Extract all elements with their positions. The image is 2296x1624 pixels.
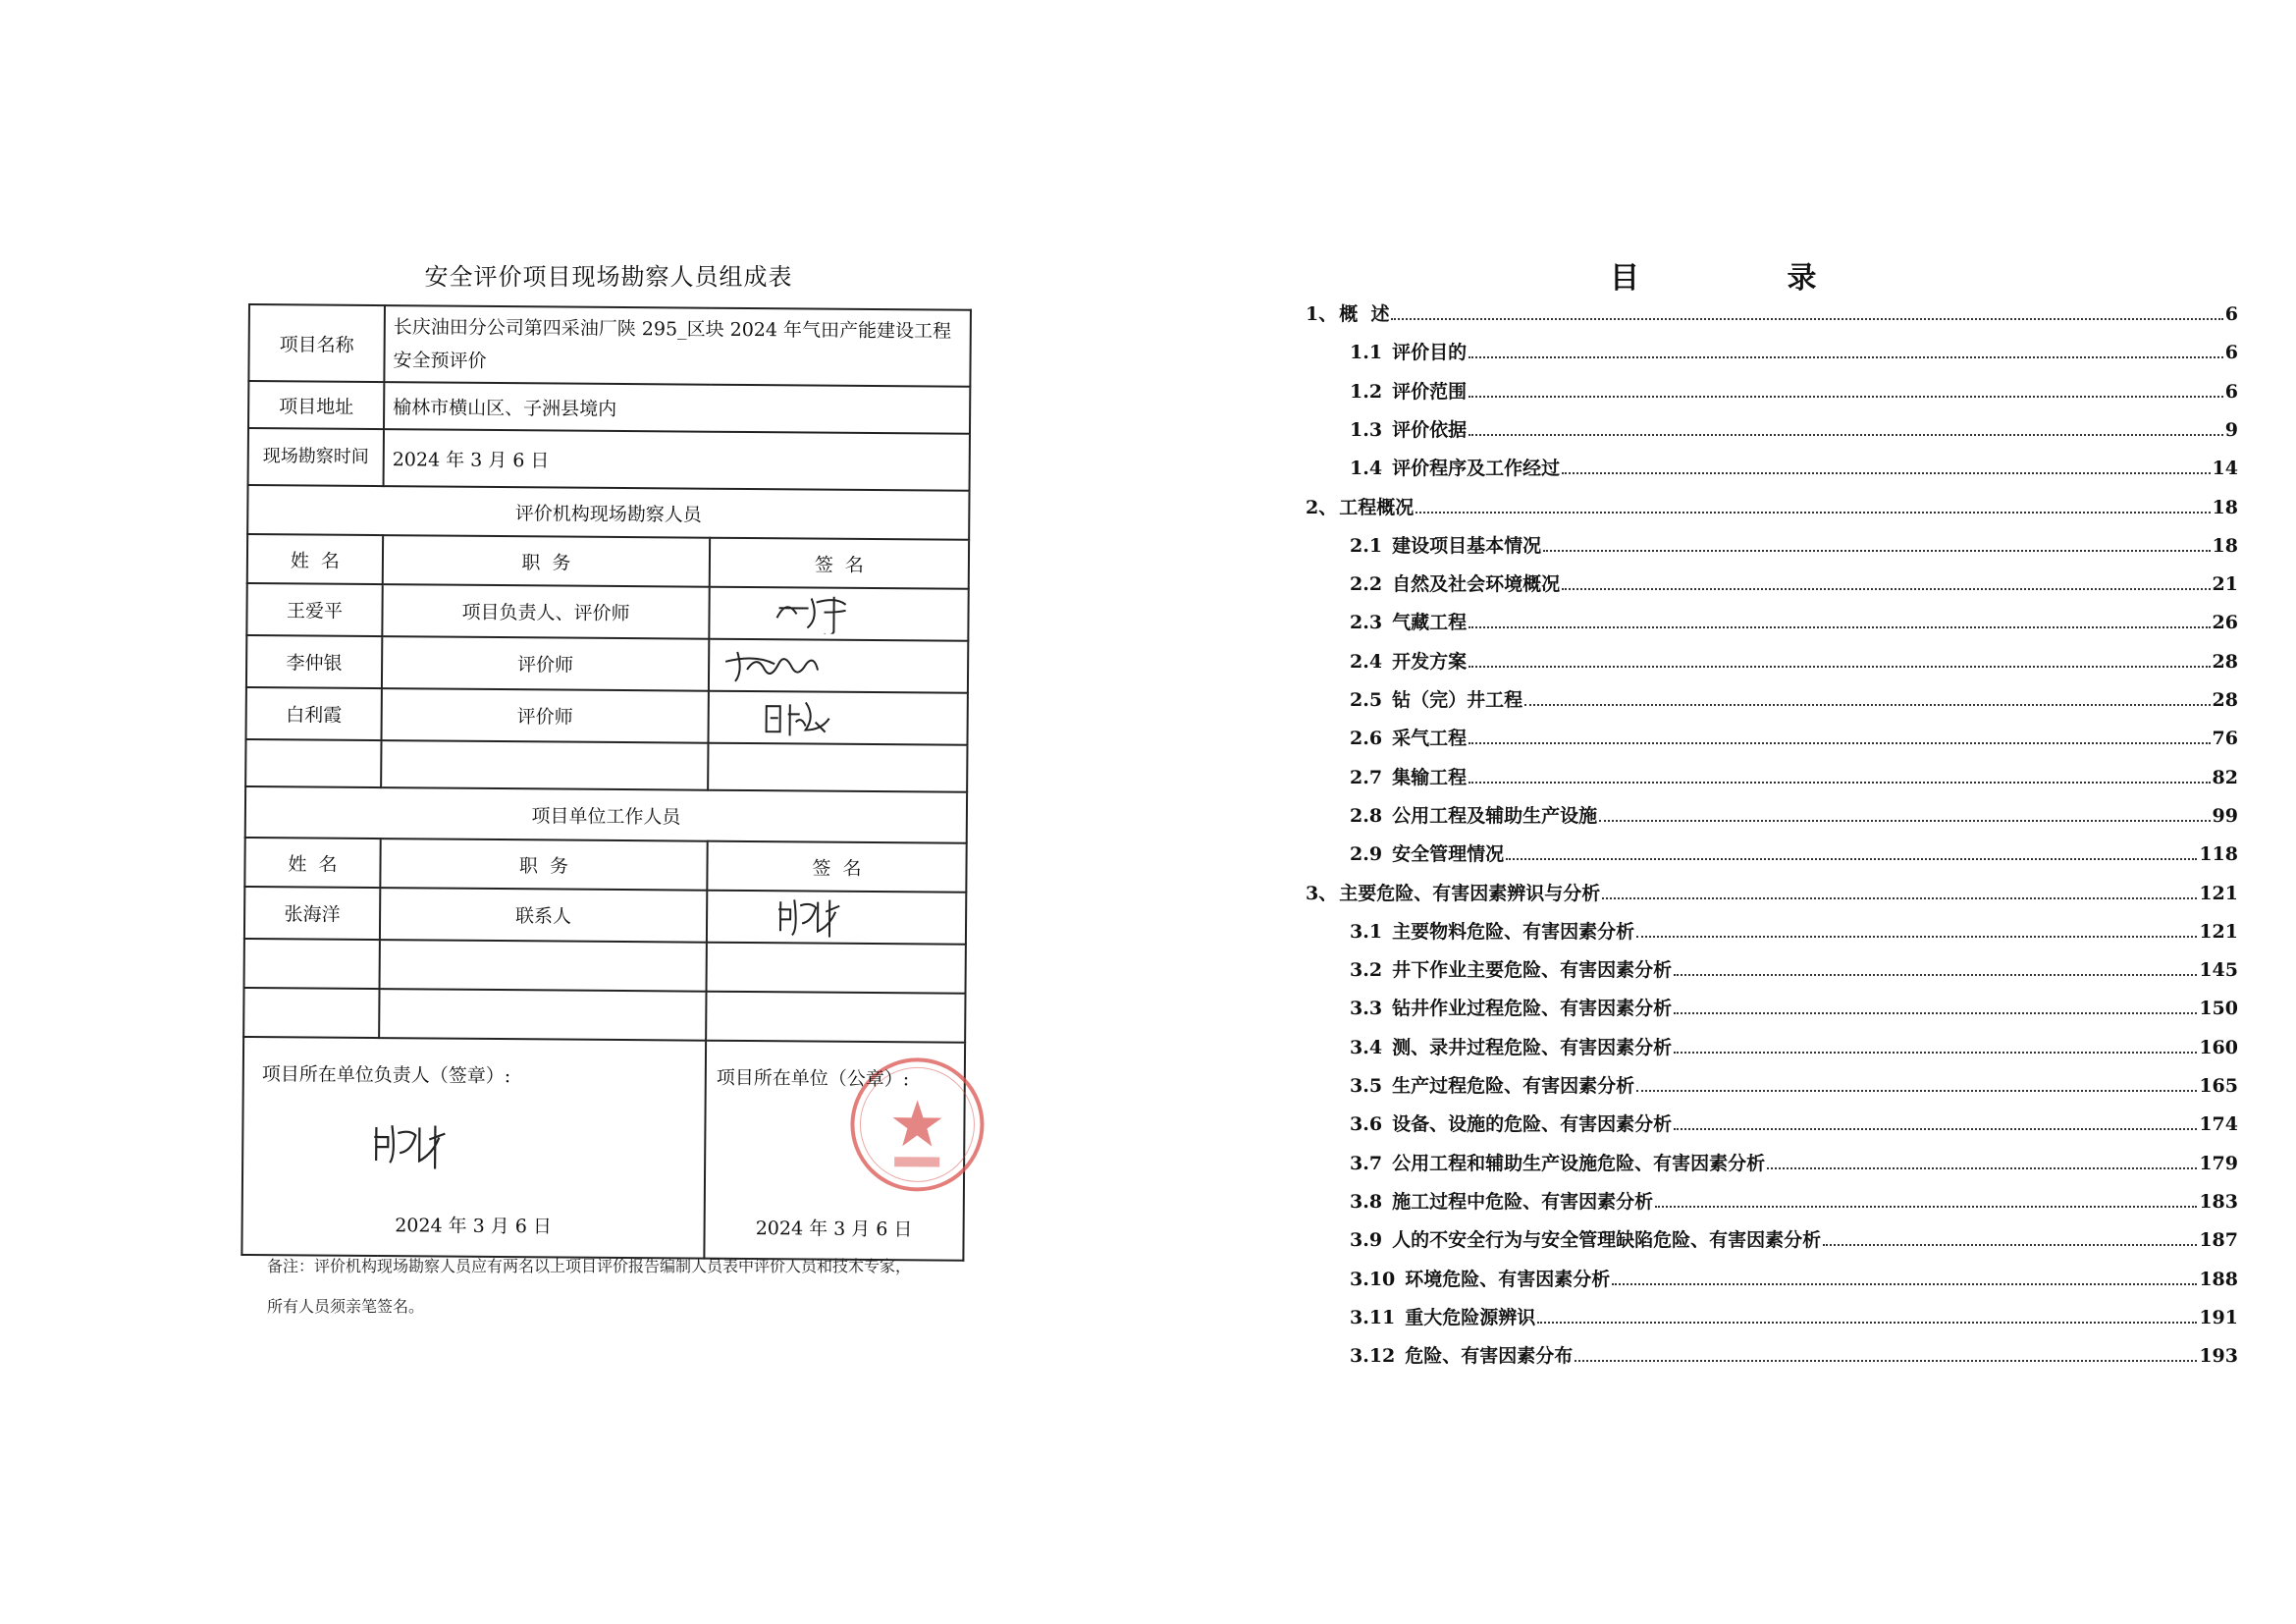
toc-entry-number: 2、 xyxy=(1306,496,1338,518)
toc-entry-number: 1、 xyxy=(1306,303,1338,325)
toc-entry-number: 3.7 xyxy=(1350,1152,1383,1174)
toc-leader-dots xyxy=(1506,858,2197,860)
toc-entry-page: 76 xyxy=(2212,728,2238,750)
member-signature-cell xyxy=(708,691,967,745)
toc-entry-number: 3.8 xyxy=(1350,1190,1383,1213)
toc-entry[interactable] xyxy=(1350,1187,2238,1213)
remark-line-1: 备注：评价机构现场勘察人员应有两名以上项目评价报告编制人员表中评价人员和技术专家， xyxy=(267,1257,912,1275)
member-signature-cell xyxy=(707,891,966,945)
toc-entry-number: 2.2 xyxy=(1350,573,1383,596)
toc-entry-page: 6 xyxy=(2224,303,2238,325)
toc-leader-dots xyxy=(1599,820,2210,822)
toc-entry-number: 1.1 xyxy=(1350,342,1383,364)
toc-entry-title: 危险、有害因素分布 xyxy=(1405,1345,1574,1368)
toc-leader-dots xyxy=(1562,472,2210,474)
remark-line-2: 所有人员须亲笔签名。 xyxy=(267,1297,425,1316)
toc-entry[interactable] xyxy=(1350,1033,2238,1058)
table-row xyxy=(246,635,968,693)
toc-entry-page: 9 xyxy=(2224,418,2238,441)
unit-section-title: 项目单位工作人员 xyxy=(245,786,967,843)
handwritten-signature xyxy=(718,588,875,634)
toc-entry-number: 1.4 xyxy=(1350,458,1383,480)
survey-time-label: 现场勘察时间 xyxy=(248,428,384,486)
toc-entry[interactable] xyxy=(1350,569,2238,595)
toc-entry-page: 179 xyxy=(2199,1152,2238,1174)
toc-entry-number: 3.4 xyxy=(1350,1036,1383,1058)
unit-seal-cell xyxy=(704,1041,965,1261)
project-name-label: 项目名称 xyxy=(248,304,385,382)
toc-leader-dots xyxy=(1468,356,2223,358)
toc-entry[interactable] xyxy=(1350,338,2238,363)
toc-entry-page: 18 xyxy=(2212,496,2238,518)
toc-entry-page: 188 xyxy=(2199,1268,2238,1290)
toc-entry-page: 183 xyxy=(2199,1190,2238,1213)
col-name-header: 姓 名 xyxy=(244,838,380,888)
table-row xyxy=(246,687,968,745)
toc-entry[interactable] xyxy=(1350,1110,2238,1135)
toc-entry-page: 121 xyxy=(2199,882,2238,904)
toc-entry[interactable] xyxy=(1350,531,2238,557)
right-page xyxy=(1148,0,2296,1624)
toc-entry-page: 191 xyxy=(2199,1306,2238,1328)
toc-entry-page: 165 xyxy=(2199,1075,2238,1097)
col-name-header: 姓 名 xyxy=(247,534,383,584)
survey-personnel-table xyxy=(240,303,972,1262)
toc-entry-title: 工程概况 xyxy=(1339,496,1415,518)
toc-entry[interactable] xyxy=(1350,1341,2238,1367)
toc-leader-dots xyxy=(1823,1244,2197,1246)
handwritten-signature xyxy=(718,640,875,686)
toc-entry-page: 174 xyxy=(2199,1113,2238,1136)
toc-entry-title: 开发方案 xyxy=(1392,650,1468,673)
toc-leader-dots xyxy=(1468,396,2223,398)
toc-entry-page: 14 xyxy=(2212,458,2238,480)
unit-header-row xyxy=(244,838,966,893)
member-role: 评价师 xyxy=(382,688,709,743)
toc-entry-number: 2.3 xyxy=(1350,612,1383,634)
toc-entry-number: 3.1 xyxy=(1350,920,1383,943)
form-title: 安全评价项目现场勘察人员组成表 xyxy=(424,263,793,291)
toc-entry-title: 安全管理情况 xyxy=(1392,843,1505,866)
toc-entry-title: 公用工程及辅助生产设施 xyxy=(1392,804,1598,827)
toc-entry-title: 钻（完）井工程 xyxy=(1392,689,1523,711)
toc-entry-title: 人的不安全行为与安全管理缺陷危险、有害因素分析 xyxy=(1392,1229,1822,1252)
toc-entry-page: 121 xyxy=(2199,920,2238,943)
toc-entry[interactable] xyxy=(1350,763,2238,788)
eval-section-row xyxy=(247,485,969,540)
toc-entry-title: 概 述 xyxy=(1339,303,1390,325)
toc-entry-page: 187 xyxy=(2199,1229,2238,1252)
toc-entry-number: 3、 xyxy=(1306,882,1338,904)
survey-time-row xyxy=(248,428,970,491)
member-name: 李仲银 xyxy=(246,635,382,688)
member-name: 张海洋 xyxy=(244,887,380,940)
toc-entry-title: 公用工程和辅助生产设施危险、有害因素分析 xyxy=(1392,1152,1766,1174)
toc-entry[interactable] xyxy=(1350,685,2238,711)
toc-entry-page: 150 xyxy=(2199,998,2238,1020)
toc-entry[interactable] xyxy=(1350,801,2238,827)
toc-entry-page: 21 xyxy=(2212,573,2238,596)
toc-leader-dots xyxy=(1415,512,2210,514)
table-row xyxy=(244,887,966,945)
toc-leader-dots xyxy=(1674,1052,2197,1054)
svg-text:张海洋: 张海洋 xyxy=(779,931,783,933)
toc-entry[interactable] xyxy=(1350,454,2238,479)
toc-leader-dots xyxy=(1468,782,2210,784)
toc-entry[interactable] xyxy=(1350,839,2238,865)
toc-entry-number: 3.6 xyxy=(1350,1113,1383,1136)
toc-entry-title: 主要物料危险、有害因素分析 xyxy=(1392,920,1635,943)
toc-leader-dots xyxy=(1537,1322,2197,1324)
toc-entry-number: 3.9 xyxy=(1350,1229,1383,1252)
toc-entry-number: 2.4 xyxy=(1350,650,1383,673)
toc-leader-dots xyxy=(1636,1090,2197,1092)
toc-entry-number: 2.6 xyxy=(1350,728,1383,750)
unit-head-cell xyxy=(241,1037,706,1259)
project-address-label: 项目地址 xyxy=(248,381,384,429)
toc-leader-dots xyxy=(1767,1167,2197,1169)
toc-entry-title: 设备、设施的危险、有害因素分析 xyxy=(1392,1113,1673,1136)
project-name-row xyxy=(248,304,971,387)
toc-entry[interactable] xyxy=(1350,1149,2238,1174)
eval-section-title: 评价机构现场勘察人员 xyxy=(247,485,969,540)
col-role-header: 职 务 xyxy=(383,535,710,587)
svg-text:李仲银: 李仲银 xyxy=(727,678,731,680)
toc-entry-title: 环境危险、有害因素分析 xyxy=(1405,1268,1611,1290)
table-row-empty xyxy=(245,739,967,792)
toc-entry-page: 99 xyxy=(2212,804,2238,827)
toc-entry-title: 评价目的 xyxy=(1392,342,1468,364)
toc-entry[interactable] xyxy=(1350,917,2238,943)
svg-text:白利霞: 白利霞 xyxy=(766,731,770,733)
toc-entry-title: 采气工程 xyxy=(1392,728,1468,750)
table-row xyxy=(246,583,968,641)
toc-leader-dots xyxy=(1391,318,2222,320)
member-signature-cell xyxy=(709,587,968,641)
member-name: 王爱平 xyxy=(246,583,382,636)
toc-entry-page: 6 xyxy=(2224,342,2238,364)
toc-entry[interactable] xyxy=(1306,299,2238,325)
toc-entry-title: 钻井作业过程危险、有害因素分析 xyxy=(1392,998,1673,1020)
project-name-value: 长庆油田分公司第四采油厂陕 295_区块 2024 年气田产能建设工程安全预评价 xyxy=(384,305,971,387)
toc-entry-title: 评价依据 xyxy=(1392,418,1468,441)
handwritten-signature xyxy=(716,892,873,938)
toc-leader-dots xyxy=(1468,434,2223,436)
toc-entry-number: 2.8 xyxy=(1350,804,1383,827)
toc-entry[interactable] xyxy=(1350,724,2238,749)
toc-entry-title: 建设项目基本情况 xyxy=(1392,534,1542,557)
toc-entry-page: 6 xyxy=(2224,380,2238,403)
project-address-value: 榆林市横山区、子洲县境内 xyxy=(384,382,970,434)
toc-entry-page: 82 xyxy=(2212,766,2238,788)
toc-entry-title: 生产过程危险、有害因素分析 xyxy=(1392,1075,1635,1097)
toc-entry-title: 测、录井过程危险、有害因素分析 xyxy=(1392,1036,1673,1058)
toc-leader-dots xyxy=(1602,897,2197,899)
unit-head-date: 2024 年 3 月 6 日 xyxy=(395,1215,553,1238)
toc-leader-dots xyxy=(1612,1283,2197,1285)
handwritten-signature xyxy=(366,1117,474,1177)
table-row-empty xyxy=(243,988,965,1043)
toc-leader-dots xyxy=(1636,936,2197,938)
col-sign-header: 签 名 xyxy=(707,841,966,893)
toc-entry-title: 主要危险、有害因素辨识与分析 xyxy=(1339,882,1601,904)
toc-entry[interactable] xyxy=(1350,647,2238,673)
unit-section-row xyxy=(245,786,967,843)
toc-entry[interactable] xyxy=(1350,1071,2238,1097)
toc-leader-dots xyxy=(1524,704,2210,706)
toc-entry-title: 井下作业主要危险、有害因素分析 xyxy=(1392,959,1673,982)
toc-entry-page: 28 xyxy=(2212,650,2238,673)
toc-entry-page: 193 xyxy=(2199,1345,2238,1368)
toc-leader-dots xyxy=(1468,742,2210,744)
toc-entry-number: 1.3 xyxy=(1350,418,1383,441)
toc-entry[interactable] xyxy=(1350,415,2238,441)
toc-entry-title: 评价范围 xyxy=(1392,380,1468,403)
toc-leader-dots xyxy=(1674,974,2197,976)
toc-entry-title: 气藏工程 xyxy=(1392,612,1468,634)
member-role: 评价师 xyxy=(382,636,709,691)
toc-title: 目 录 xyxy=(1610,261,1886,296)
toc-entry[interactable] xyxy=(1350,1225,2238,1251)
svg-text:张海洋: 张海洋 xyxy=(376,1157,380,1159)
member-name: 白利霞 xyxy=(246,687,382,740)
toc-leader-dots xyxy=(1655,1206,2197,1208)
toc-leader-dots xyxy=(1674,1128,2197,1130)
toc-leader-dots xyxy=(1468,666,2210,668)
eval-header-row xyxy=(247,534,969,589)
toc-entry-page: 160 xyxy=(2199,1036,2238,1058)
toc-leader-dots xyxy=(1543,550,2210,552)
toc-entry-title: 施工过程中危险、有害因素分析 xyxy=(1392,1190,1654,1213)
member-signature-cell xyxy=(709,639,968,693)
table-row-empty xyxy=(244,939,966,994)
toc-entry-number: 3.12 xyxy=(1350,1345,1396,1368)
toc-leader-dots xyxy=(1562,588,2210,590)
col-sign-header: 签 名 xyxy=(710,538,969,589)
unit-head-label: 项目所在单位负责人（签章）: xyxy=(261,1063,511,1088)
toc-entry[interactable] xyxy=(1350,608,2238,633)
member-role: 项目负责人、评价师 xyxy=(382,584,709,639)
toc-leader-dots xyxy=(1575,1360,2197,1362)
unit-seal-date: 2024 年 3 月 6 日 xyxy=(755,1218,913,1241)
unit-seal-label: 项目所在单位（公章）: xyxy=(716,1066,910,1091)
toc-leader-dots xyxy=(1674,1012,2197,1014)
col-role-header: 职 务 xyxy=(380,839,707,891)
toc-entry[interactable] xyxy=(1350,955,2238,981)
toc-entry-number: 3.11 xyxy=(1350,1306,1396,1328)
toc-entry[interactable] xyxy=(1306,493,2238,518)
toc-entry-number: 1.2 xyxy=(1350,380,1383,403)
toc-entry-number: 2.7 xyxy=(1350,766,1383,788)
toc-entry-title: 重大危险源辨识 xyxy=(1405,1306,1536,1328)
svg-text:王爱平: 王爱平 xyxy=(776,627,780,629)
toc-entry-page: 18 xyxy=(2212,534,2238,557)
survey-time-value: 2024 年 3 月 6 日 xyxy=(384,429,970,491)
toc-entry-number: 2.5 xyxy=(1350,689,1383,711)
toc-entry-number: 2.1 xyxy=(1350,534,1383,557)
toc-entry[interactable] xyxy=(1350,994,2238,1019)
member-role: 联系人 xyxy=(380,888,707,943)
footer-row xyxy=(241,1037,965,1261)
toc-entry-page: 28 xyxy=(2212,689,2238,711)
project-address-row xyxy=(248,381,970,434)
toc-entry[interactable] xyxy=(1350,377,2238,403)
toc-entry-number: 3.2 xyxy=(1350,959,1383,982)
toc-entry-number: 3.3 xyxy=(1350,998,1383,1020)
toc-entry-page: 118 xyxy=(2199,843,2238,866)
toc-entry[interactable] xyxy=(1350,1265,2238,1290)
toc-entry-number: 3.5 xyxy=(1350,1075,1383,1097)
toc-entry-title: 集输工程 xyxy=(1392,766,1468,788)
toc-entry-page: 26 xyxy=(2212,612,2238,634)
toc-entry-number: 3.10 xyxy=(1350,1268,1396,1290)
toc-entry-page: 145 xyxy=(2199,959,2238,982)
toc-entry[interactable] xyxy=(1350,1303,2238,1328)
toc-leader-dots xyxy=(1468,626,2210,628)
handwritten-signature xyxy=(718,692,875,738)
toc-entry-title: 评价程序及工作经过 xyxy=(1392,458,1561,480)
toc-entry-title: 自然及社会环境概况 xyxy=(1392,573,1561,596)
toc-entry-number: 2.9 xyxy=(1350,843,1383,866)
toc-entry[interactable] xyxy=(1306,879,2238,904)
